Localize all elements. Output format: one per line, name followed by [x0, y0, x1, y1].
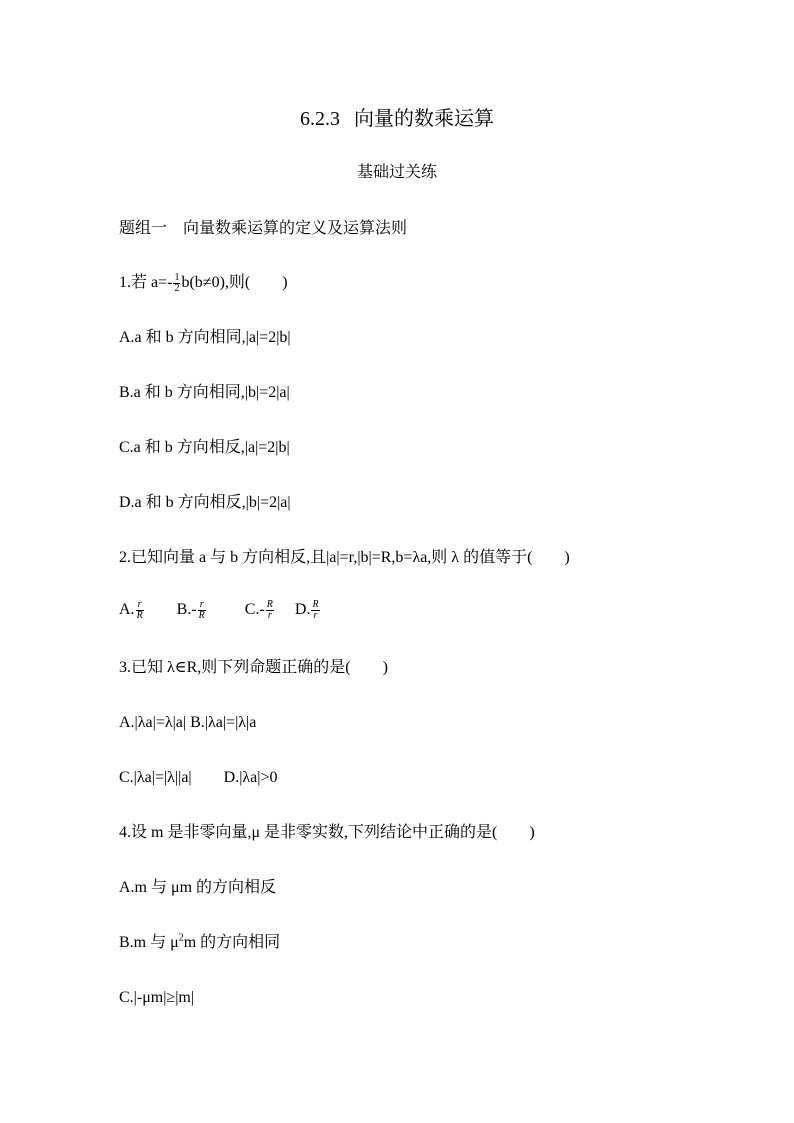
q2-c-label: C.- — [244, 601, 265, 619]
q1-option-d: D.a 和 b 方向相反,|b|=2|a| — [119, 494, 291, 511]
question-4: 4.设 m 是非零向量,μ 是非零实数,下列结论中正确的是( ) — [119, 824, 535, 841]
q2-option-d — [294, 599, 321, 621]
q2-c-denominator: r — [267, 610, 272, 621]
q2-a-numerator: r — [136, 600, 144, 611]
question-1 — [119, 273, 288, 294]
q2-d-fraction — [311, 600, 319, 621]
q3-options-ab: A.|λa|=λ|a| B.|λa|=|λ|a — [119, 714, 257, 731]
q1-option-c: C.a 和 b 方向相反,|a|=2|b| — [119, 439, 290, 456]
q2-a-label: A. — [119, 601, 135, 619]
q2-c-numerator: R — [266, 599, 273, 610]
q2-a-fraction — [136, 600, 144, 621]
q4-b-post: m 的方向相同 — [183, 934, 281, 951]
q2-d-denominator: r — [313, 610, 318, 621]
question-3: 3.已知 λ∈R,则下列命题正确的是( ) — [119, 659, 388, 676]
q2-d-numerator: R — [312, 599, 319, 610]
q4-option-a: A.m 与 μm 的方向相反 — [119, 879, 277, 896]
q2-c-fraction — [266, 600, 274, 621]
group-heading: 题组一 向量数乘运算的定义及运算法则 — [119, 218, 408, 237]
q3-option-d: D.|λa|>0 — [223, 769, 278, 786]
q4-option-c: C.|-μm|≥|m| — [119, 989, 195, 1006]
q4-option-b — [119, 933, 280, 953]
q4-b-pre: B.m 与 μ — [119, 934, 179, 951]
q2-d-label: D. — [294, 601, 311, 619]
q2-option-c — [244, 599, 275, 621]
section-title: 向量的数乘运算 — [354, 106, 494, 130]
q1-frac-numerator: 1 — [174, 272, 180, 283]
q2-option-b — [176, 599, 207, 621]
q1-frac-denominator: 2 — [174, 283, 180, 294]
section-number: 6.2.3 — [300, 108, 340, 130]
q2-b-fraction — [198, 600, 206, 621]
q2-options — [119, 600, 321, 621]
q2-option-a — [119, 599, 145, 621]
q1-option-b: B.a 和 b 方向相同,|b|=2|a| — [119, 384, 290, 401]
q1-option-a: A.a 和 b 方向相同,|a|=2|b| — [119, 329, 291, 346]
q3-option-c: C.|λa|=|λ||a| — [119, 769, 192, 786]
q1-stem-post: b(b≠0),则( ) — [181, 274, 288, 292]
q3-options-cd — [119, 768, 277, 788]
page-title — [0, 106, 794, 131]
q1-fraction — [173, 273, 180, 294]
q2-b-numerator: r — [198, 600, 206, 611]
q1-stem-pre: 1.若 a=- — [119, 274, 173, 292]
q4-b-superscript: 2 — [178, 932, 184, 944]
question-2: 2.已知向量 a 与 b 方向相反,且|a|=r,|b|=R,b=λa,则 λ 的值等于( ) — [119, 549, 570, 566]
q2-b-label: B.- — [176, 601, 197, 619]
q2-a-denominator: R — [136, 610, 143, 621]
q2-b-denominator: R — [198, 610, 205, 621]
subtitle: 基础过关练 — [356, 162, 437, 181]
